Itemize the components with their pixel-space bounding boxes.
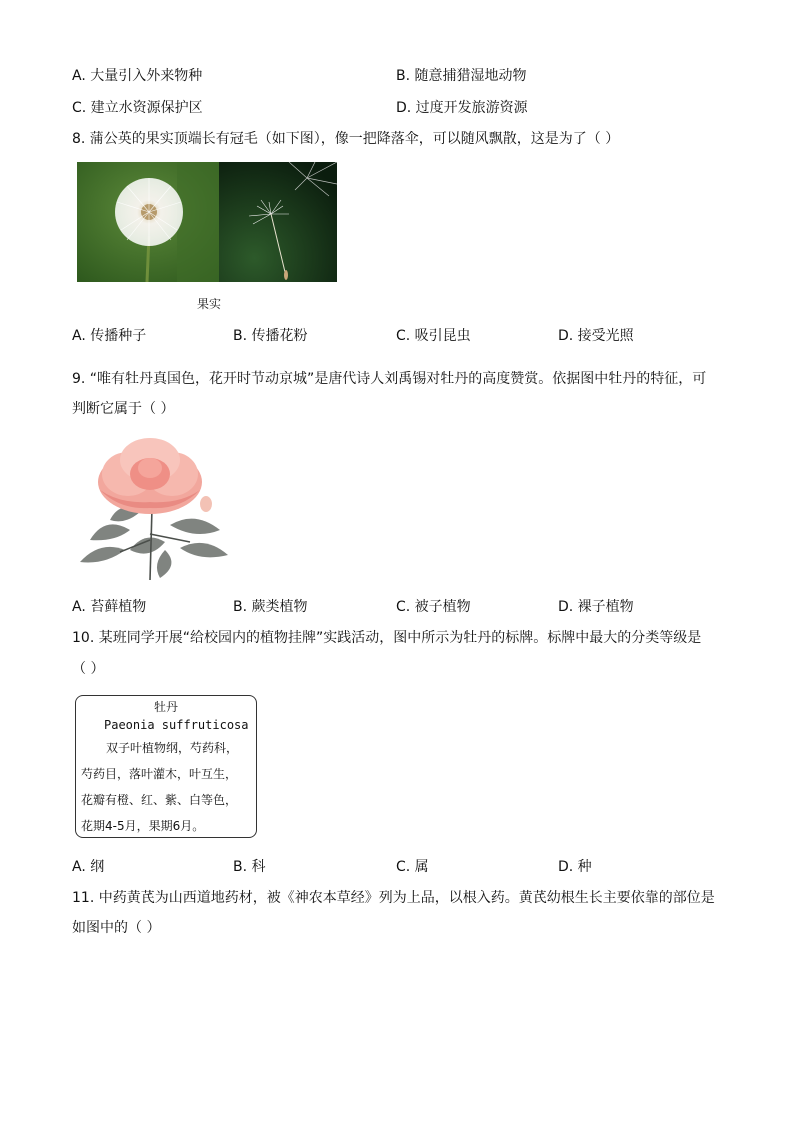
q7-option-a: A. 大量引入外来物种 <box>72 68 203 84</box>
peony-illustration <box>70 430 232 580</box>
label-description-line4: 花期4-5月，果期6月。 <box>81 819 205 833</box>
q8-option-b: B. 传播花粉 <box>233 328 308 344</box>
q8-option-c: C. 吸引昆虫 <box>396 328 471 344</box>
q10-option-d: D. 种 <box>558 859 592 875</box>
dandelion-seed-image <box>219 162 337 282</box>
label-plant-name: 牡丹 <box>153 700 178 714</box>
label-description-line1: 双子叶植物纲，芍药科， <box>106 741 239 755</box>
q9-stem-line2: 判断它属于（ ） <box>72 401 175 417</box>
dandelion-photo <box>77 162 219 282</box>
q7-option-b: B. 随意捕猎湿地动物 <box>396 68 527 84</box>
q9-stem-line1: 9. “唯有牡丹真国色，花开时节动京城”是唐代诗人刘禹锡对牡丹的高度赞赏。依据图中牡丹的特征，可 <box>72 371 707 387</box>
q10-option-a: A. 纲 <box>72 859 105 875</box>
label-description-line2: 芍药目，落叶灌木，叶互生， <box>81 767 238 781</box>
q9-option-b: B. 蕨类植物 <box>233 599 308 615</box>
q10-stem-line2: （ ） <box>72 661 105 677</box>
label-latin-name: Paeonia suffruticosa <box>104 718 249 732</box>
q9-option-d: D. 裸子植物 <box>558 599 634 615</box>
peony-flower-image <box>70 430 232 580</box>
q8-option-a: A. 传播种子 <box>72 328 147 344</box>
q7-option-c: C. 建立水资源保护区 <box>72 100 203 116</box>
q10-stem-line1: 10. 某班同学开展“给校园内的植物挂牌”实践活动，图中所示为牡丹的标牌。标牌中最大的分类等级是 <box>72 630 702 646</box>
q9-option-a: A. 苔藓植物 <box>72 599 147 615</box>
dandelion-seedhead-image <box>77 162 219 282</box>
q11-stem-line2: 如图中的（ ） <box>72 920 161 936</box>
peony-plant-label <box>75 695 257 838</box>
q11-stem-line1: 11. 中药黄芪为山西道地药材，被《神农本草经》列为上品，以根入药。黄芪幼根生长主要依靠的部位是 <box>72 890 715 906</box>
q10-option-b: B. 科 <box>233 859 266 875</box>
dandelion-seed-photo <box>219 162 337 282</box>
q9-option-c: C. 被子植物 <box>396 599 471 615</box>
q7-option-d: D. 过度开发旅游资源 <box>396 100 528 116</box>
q8-image-caption: 果实 <box>197 297 222 311</box>
label-description-line3: 花瓣有橙、红、紫、白等色， <box>81 793 238 807</box>
q8-stem: 8. 蒲公英的果实顶端长有冠毛（如下图），像一把降落伞，可以随风飘散，这是为了（ ） <box>72 131 620 147</box>
q10-option-c: C. 属 <box>396 859 429 875</box>
q8-option-d: D. 接受光照 <box>558 328 634 344</box>
